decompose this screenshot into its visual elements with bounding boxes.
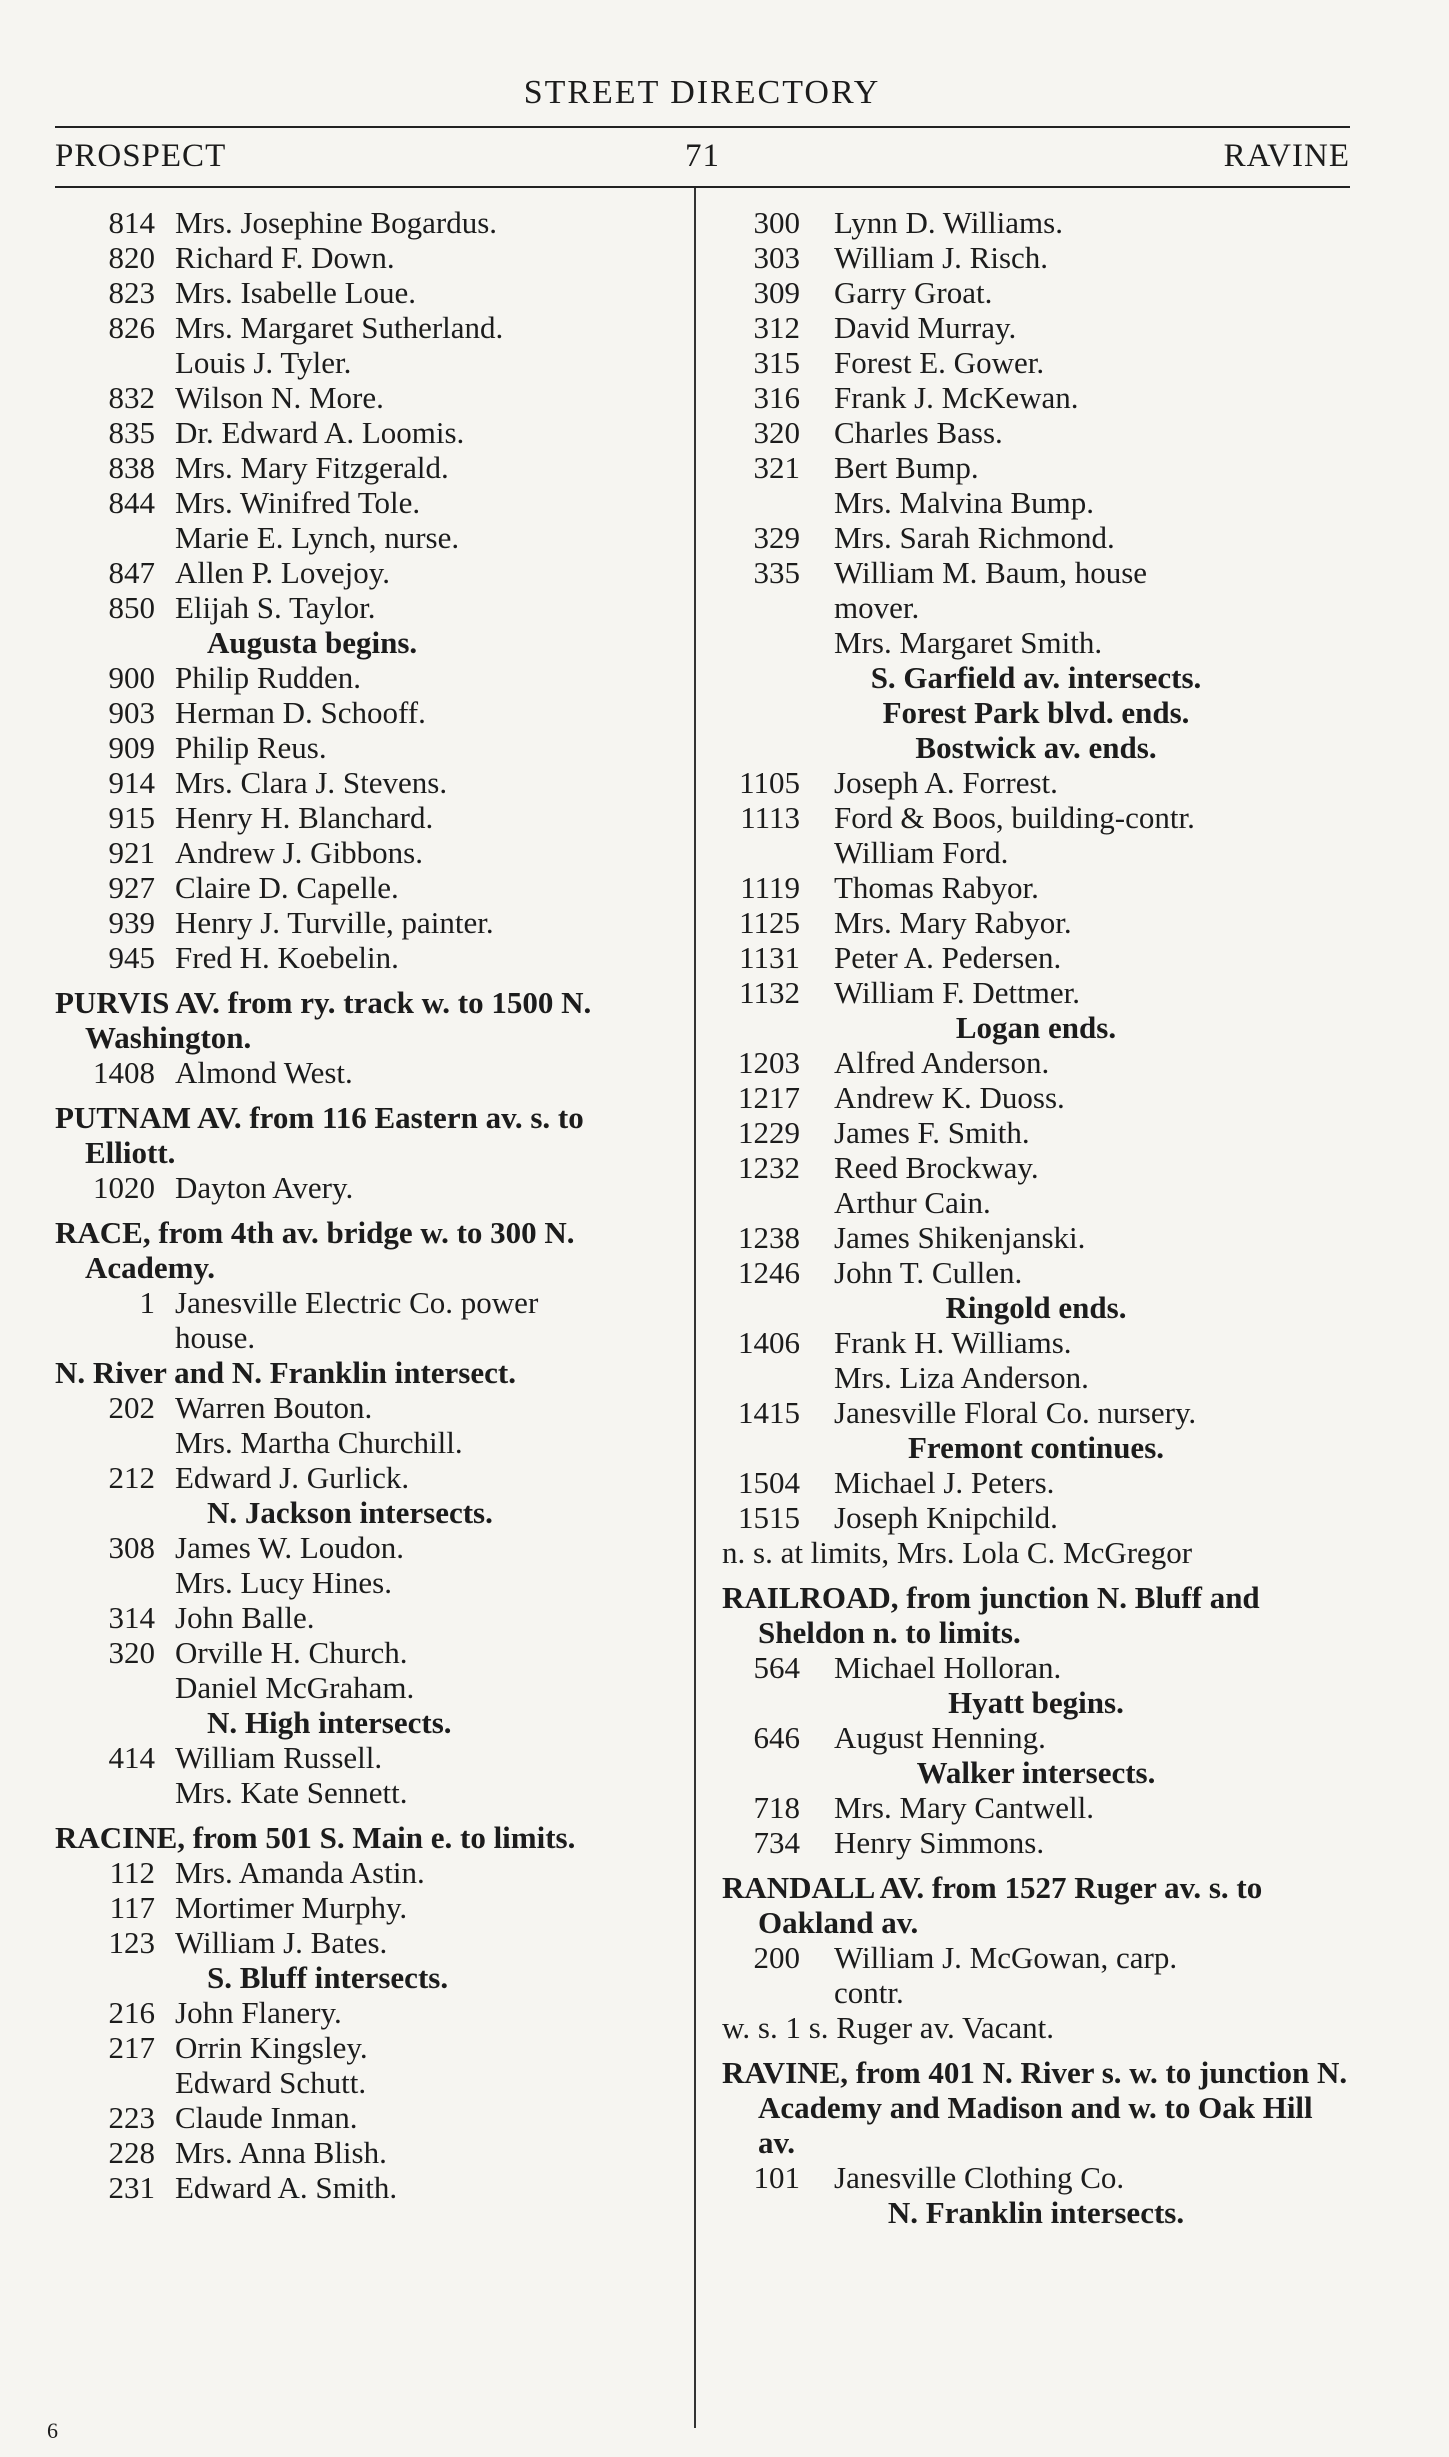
resident-name: William Russell. — [175, 1740, 383, 1775]
house-number: 903 — [108, 695, 155, 730]
directory-entry — [55, 695, 675, 730]
resident-name: Daniel McGraham. — [175, 1670, 415, 1705]
cross-street-note: S. Garfield av. intersects. — [870, 660, 1202, 695]
directory-entry — [55, 2100, 675, 2135]
resident-name: Mrs. Anna Blish. — [175, 2135, 387, 2170]
resident-name: Michael Holloran. — [834, 1650, 1062, 1685]
house-number: 1 — [139, 1285, 155, 1320]
directory-entry-continuation — [722, 590, 1350, 625]
house-number: 1105 — [739, 765, 800, 800]
directory-entry-continuation — [55, 1425, 675, 1460]
resident-name: August Henning. — [834, 1720, 1046, 1755]
directory-entry-continuation — [722, 1360, 1350, 1395]
resident-name: Mrs. Sarah Richmond. — [834, 520, 1115, 555]
directory-entry — [55, 905, 675, 940]
directory-entry — [55, 310, 675, 345]
resident-name: Dayton Avery. — [175, 1170, 354, 1205]
directory-entry — [55, 380, 675, 415]
resident-name: Joseph Knipchild. — [834, 1500, 1058, 1535]
house-number: 1415 — [738, 1395, 800, 1430]
directory-entry — [722, 205, 1350, 240]
directory-entry — [722, 1150, 1350, 1185]
house-number: 564 — [753, 1650, 800, 1685]
directory-entry — [722, 1045, 1350, 1080]
resident-name: Allen P. Lovejoy. — [175, 555, 390, 590]
resident-name: Edward Schutt. — [175, 2065, 367, 2100]
resident-name: William J. Bates. — [175, 1925, 388, 1960]
house-number: 1246 — [738, 1255, 800, 1290]
resident-name: Richard F. Down. — [175, 240, 395, 275]
resident-name: Mrs. Liza Anderson. — [834, 1360, 1089, 1395]
cross-street-note: Hyatt begins. — [948, 1685, 1124, 1720]
resident-name: William M. Baum, house — [834, 555, 1148, 590]
directory-entry — [55, 765, 675, 800]
resident-name: Mrs. Martha Churchill. — [175, 1425, 463, 1460]
resident-name: house. — [175, 1320, 256, 1355]
resident-name: Orville H. Church. — [175, 1635, 408, 1670]
resident-name: Wilson N. More. — [175, 380, 384, 415]
directory-entry — [722, 870, 1350, 905]
house-number: 312 — [753, 310, 800, 345]
directory-entry-continuation — [722, 485, 1350, 520]
house-number: 335 — [753, 555, 800, 590]
resident-name: Louis J. Tyler. — [175, 345, 352, 380]
street-heading: PURVIS AV. from ry. track w. to 1500 N. Washington. — [55, 985, 592, 1055]
house-number: 826 — [108, 310, 155, 345]
resident-name: Thomas Rabyor. — [834, 870, 1039, 905]
house-number: 1203 — [738, 1045, 800, 1080]
resident-name: Fred H. Koebelin. — [175, 940, 399, 975]
resident-name: Michael J. Peters. — [834, 1465, 1055, 1500]
header-left-street: PROSPECT — [55, 138, 227, 174]
resident-name: Reed Brockway. — [834, 1150, 1039, 1185]
resident-name: Elijah S. Taylor. — [175, 590, 376, 625]
street-heading: RAILROAD, from junction N. Bluff and Sheldon n. to limits. — [722, 1580, 1260, 1650]
resident-name: James F. Smith. — [834, 1115, 1030, 1150]
resident-name: John T. Cullen. — [834, 1255, 1023, 1290]
resident-name: mover. — [834, 590, 920, 625]
resident-name: Mrs. Isabelle Loue. — [175, 275, 417, 310]
left-column — [55, 205, 675, 2205]
house-number: 835 — [108, 415, 155, 450]
house-number: 1406 — [738, 1325, 800, 1360]
header-rule-top — [55, 126, 1350, 128]
resident-name: Almond West. — [175, 1055, 353, 1090]
street-heading: PUTNAM AV. from 116 Eastern av. s. to Elliott. — [55, 1100, 584, 1170]
directory-entry — [55, 1285, 675, 1320]
directory-entry — [722, 1395, 1350, 1430]
house-number: 900 — [108, 660, 155, 695]
directory-entry-continuation — [722, 1975, 1350, 2010]
directory-entry — [55, 2030, 675, 2065]
directory-entry — [722, 975, 1350, 1010]
directory-entry — [722, 520, 1350, 555]
house-number: 228 — [108, 2135, 155, 2170]
house-number: 1119 — [740, 870, 800, 905]
resident-name: Philip Reus. — [175, 730, 327, 765]
resident-name: Andrew K. Duoss. — [834, 1080, 1065, 1115]
directory-entry — [55, 2170, 675, 2205]
house-number: 223 — [108, 2100, 155, 2135]
directory-entry — [722, 2160, 1350, 2195]
house-number: 646 — [753, 1720, 800, 1755]
directory-entry-continuation — [722, 625, 1350, 660]
directory-entry — [55, 1635, 675, 1670]
house-number: 1232 — [738, 1150, 800, 1185]
house-number: 200 — [753, 1940, 800, 1975]
directory-entry-continuation — [55, 2065, 675, 2100]
house-number: 927 — [108, 870, 155, 905]
resident-name: Mrs. Mary Fitzgerald. — [175, 450, 449, 485]
directory-entry — [55, 1890, 675, 1925]
house-number: 718 — [753, 1790, 800, 1825]
house-number: 915 — [108, 800, 155, 835]
directory-entry — [55, 485, 675, 520]
resident-name: Janesville Floral Co. nursery. — [834, 1395, 1197, 1430]
house-number: 1125 — [739, 905, 800, 940]
house-number: 1229 — [738, 1115, 800, 1150]
house-number: 303 — [753, 240, 800, 275]
cross-street-note: Augusta begins. — [207, 625, 418, 660]
resident-name: Mrs. Margaret Smith. — [834, 625, 1103, 660]
directory-entry — [55, 1460, 675, 1495]
house-number: 1515 — [738, 1500, 800, 1535]
directory-entry-continuation — [55, 520, 675, 555]
directory-entry — [722, 380, 1350, 415]
house-number: 945 — [108, 940, 155, 975]
house-number: 734 — [753, 1825, 800, 1860]
directory-entry — [55, 1925, 675, 1960]
house-number: 217 — [108, 2030, 155, 2065]
house-number: 321 — [753, 450, 800, 485]
directory-entry-continuation — [722, 835, 1350, 870]
house-number: 300 — [753, 205, 800, 240]
house-number: 202 — [108, 1390, 155, 1425]
resident-name: Charles Bass. — [834, 415, 1003, 450]
resident-name: Bert Bump. — [834, 450, 979, 485]
resident-name: William F. Dettmer. — [834, 975, 1080, 1010]
house-number: 308 — [108, 1530, 155, 1565]
directory-entry — [722, 450, 1350, 485]
directory-entry — [722, 1465, 1350, 1500]
resident-name: Mortimer Murphy. — [175, 1890, 408, 1925]
resident-name: William J. McGowan, carp. — [834, 1940, 1178, 1975]
directory-entry — [722, 1790, 1350, 1825]
directory-entry — [722, 1220, 1350, 1255]
footer-mark: 6 — [47, 2418, 58, 2443]
house-number: 1504 — [738, 1465, 800, 1500]
directory-entry — [722, 345, 1350, 380]
directory-entry — [55, 590, 675, 625]
resident-name: Mrs. Mary Rabyor. — [834, 905, 1072, 940]
header-rule-bottom — [55, 186, 1350, 188]
directory-entry — [55, 1600, 675, 1635]
cross-street-note: Ringold ends. — [945, 1290, 1127, 1325]
resident-name: Forest E. Gower. — [834, 345, 1045, 380]
resident-name: Herman D. Schooff. — [175, 695, 426, 730]
resident-name: Garry Groat. — [834, 275, 993, 310]
directory-note: w. s. 1 s. Ruger av. Vacant. — [722, 2010, 1055, 2045]
directory-entry — [55, 2135, 675, 2170]
resident-name: John Balle. — [175, 1600, 315, 1635]
house-number: 309 — [753, 275, 800, 310]
house-number: 1132 — [739, 975, 800, 1010]
directory-entry — [55, 1740, 675, 1775]
cross-street-note: N. High intersects. — [207, 1705, 452, 1740]
house-number: 414 — [108, 1740, 155, 1775]
resident-name: Frank J. McKewan. — [834, 380, 1079, 415]
directory-entry — [55, 555, 675, 590]
house-number: 1113 — [740, 800, 800, 835]
house-number: 315 — [753, 345, 800, 380]
directory-entry — [722, 1080, 1350, 1115]
resident-name: Mrs. Margaret Sutherland. — [175, 310, 504, 345]
house-number: 1217 — [738, 1080, 800, 1115]
resident-name: Andrew J. Gibbons. — [175, 835, 423, 870]
street-heading: RACE, from 4th av. bridge w. to 300 N. Academy. — [55, 1215, 575, 1285]
directory-entry — [722, 240, 1350, 275]
resident-name: Lynn D. Williams. — [834, 205, 1063, 240]
directory-entry — [722, 275, 1350, 310]
resident-name: Philip Rudden. — [175, 660, 362, 695]
house-number: 921 — [108, 835, 155, 870]
cross-street-note: Forest Park blvd. ends. — [882, 695, 1190, 730]
page-number: 71 — [685, 138, 720, 174]
house-number: 101 — [753, 2160, 800, 2195]
resident-name: William J. Risch. — [834, 240, 1049, 275]
directory-entry — [55, 1055, 675, 1090]
house-number: 1408 — [93, 1055, 155, 1090]
resident-name: Mrs. Kate Sennett. — [175, 1775, 408, 1810]
resident-name: Henry H. Blanchard. — [175, 800, 434, 835]
resident-name: James W. Loudon. — [175, 1530, 405, 1565]
resident-name: Mrs. Lucy Hines. — [175, 1565, 392, 1600]
directory-entry — [55, 730, 675, 765]
directory-entry — [722, 940, 1350, 975]
directory-entry — [55, 800, 675, 835]
resident-name: John Flanery. — [175, 1995, 342, 2030]
column-divider — [694, 188, 696, 2428]
house-number: 117 — [109, 1890, 155, 1925]
resident-name: Alfred Anderson. — [834, 1045, 1050, 1080]
resident-name: Peter A. Pedersen. — [834, 940, 1062, 975]
resident-name: Mrs. Mary Cantwell. — [834, 1790, 1095, 1825]
directory-entry — [722, 1115, 1350, 1150]
resident-name: James Shikenjanski. — [834, 1220, 1086, 1255]
directory-entry-continuation — [55, 1565, 675, 1600]
resident-name: Claude Inman. — [175, 2100, 358, 2135]
house-number: 316 — [753, 380, 800, 415]
house-number: 1238 — [738, 1220, 800, 1255]
directory-entry — [722, 1940, 1350, 1975]
cross-street-note: Logan ends. — [955, 1010, 1117, 1045]
directory-entry — [55, 240, 675, 275]
resident-name: Warren Bouton. — [175, 1390, 373, 1425]
resident-name: Dr. Edward A. Loomis. — [175, 415, 465, 450]
directory-entry — [55, 1995, 675, 2030]
house-number: 850 — [108, 590, 155, 625]
directory-entry-continuation — [55, 345, 675, 380]
house-number: 814 — [108, 205, 155, 240]
street-heading: RANDALL AV. from 1527 Ruger av. s. to Oakland av. — [722, 1870, 1263, 1940]
street-heading: RACINE, from 501 S. Main e. to limits. — [55, 1820, 576, 1855]
house-number: 847 — [108, 555, 155, 590]
directory-entry — [55, 275, 675, 310]
house-number: 212 — [108, 1460, 155, 1495]
directory-entry — [722, 310, 1350, 345]
cross-street-note: Walker intersects. — [916, 1755, 1156, 1790]
directory-entry — [55, 415, 675, 450]
house-number: 832 — [108, 380, 155, 415]
resident-name: Joseph A. Forrest. — [834, 765, 1058, 800]
house-number: 329 — [753, 520, 800, 555]
resident-name: Edward A. Smith. — [175, 2170, 398, 2205]
directory-entry — [722, 905, 1350, 940]
directory-entry-continuation — [722, 1185, 1350, 1220]
house-number: 844 — [108, 485, 155, 520]
house-number: 838 — [108, 450, 155, 485]
street-heading: RAVINE, from 401 N. River s. w. to junction N. Academy and Madison and w. to Oak Hill av. — [722, 2055, 1348, 2160]
cross-street-note: S. Bluff intersects. — [207, 1960, 449, 1995]
directory-entry — [55, 1390, 675, 1425]
resident-name: Mrs. Winifred Tole. — [175, 485, 421, 520]
house-number: 216 — [108, 1995, 155, 2030]
directory-entry — [55, 660, 675, 695]
resident-name: Mrs. Malvina Bump. — [834, 485, 1095, 520]
directory-entry — [722, 555, 1350, 590]
directory-entry — [55, 205, 675, 240]
directory-entry — [55, 1170, 675, 1205]
cross-street-note: Bostwick av. ends. — [915, 730, 1157, 765]
resident-name: David Murray. — [834, 310, 1017, 345]
directory-note: n. s. at limits, Mrs. Lola C. McGregor — [722, 1535, 1193, 1570]
directory-entry — [722, 1825, 1350, 1860]
house-number: 231 — [108, 2170, 155, 2205]
directory-entry — [55, 450, 675, 485]
house-number: 320 — [108, 1635, 155, 1670]
house-number: 314 — [108, 1600, 155, 1635]
directory-entry — [55, 835, 675, 870]
resident-name: Frank H. Williams. — [834, 1325, 1072, 1360]
resident-name: William Ford. — [834, 835, 1009, 870]
directory-entry — [722, 1255, 1350, 1290]
resident-name: Mrs. Amanda Astin. — [175, 1855, 425, 1890]
house-number: 939 — [108, 905, 155, 940]
directory-entry-continuation — [55, 1320, 675, 1355]
header-right-street: RAVINE — [1223, 138, 1350, 174]
house-number: 909 — [108, 730, 155, 765]
directory-entry — [722, 800, 1350, 835]
directory-entry — [55, 870, 675, 905]
resident-name: Orrin Kingsley. — [175, 2030, 368, 2065]
cross-street-note: Fremont continues. — [907, 1430, 1165, 1465]
house-number: 123 — [108, 1925, 155, 1960]
resident-name: Janesville Clothing Co. — [834, 2160, 1125, 2195]
directory-entry — [722, 1720, 1350, 1755]
resident-name: Edward J. Gurlick. — [175, 1460, 410, 1495]
resident-name: Janesville Electric Co. power — [175, 1285, 539, 1320]
directory-entry-continuation — [55, 1670, 675, 1705]
directory-entry — [55, 1855, 675, 1890]
directory-entry-continuation — [55, 1775, 675, 1810]
directory-entry — [722, 415, 1350, 450]
resident-name: Arthur Cain. — [834, 1185, 991, 1220]
cross-street-note: N. Jackson intersects. — [207, 1495, 493, 1530]
house-number: 112 — [109, 1855, 155, 1890]
house-number: 914 — [108, 765, 155, 800]
page-title: STREET DIRECTORY — [523, 74, 881, 111]
directory-entry — [722, 1325, 1350, 1360]
right-column — [722, 205, 1350, 2230]
house-number: 320 — [753, 415, 800, 450]
resident-name: Henry Simmons. — [834, 1825, 1045, 1860]
house-number: 1131 — [739, 940, 800, 975]
directory-entry — [722, 1500, 1350, 1535]
resident-name: Claire D. Capelle. — [175, 870, 399, 905]
resident-name: contr. — [834, 1975, 904, 2010]
directory-entry — [722, 1650, 1350, 1685]
house-number: 1020 — [93, 1170, 155, 1205]
house-number: 820 — [108, 240, 155, 275]
directory-entry — [722, 765, 1350, 800]
directory-entry — [55, 940, 675, 975]
cross-street-note: N. River and N. Franklin intersect. — [55, 1355, 516, 1390]
resident-name: Ford & Boos, building-contr. — [834, 800, 1195, 835]
directory-entry — [55, 1530, 675, 1565]
resident-name: Henry J. Turville, painter. — [175, 905, 494, 940]
cross-street-note: N. Franklin intersects. — [887, 2195, 1185, 2230]
resident-name: Mrs. Josephine Bogardus. — [175, 205, 498, 240]
resident-name: Mrs. Clara J. Stevens. — [175, 765, 448, 800]
resident-name: Marie E. Lynch, nurse. — [175, 520, 460, 555]
house-number: 823 — [108, 275, 155, 310]
